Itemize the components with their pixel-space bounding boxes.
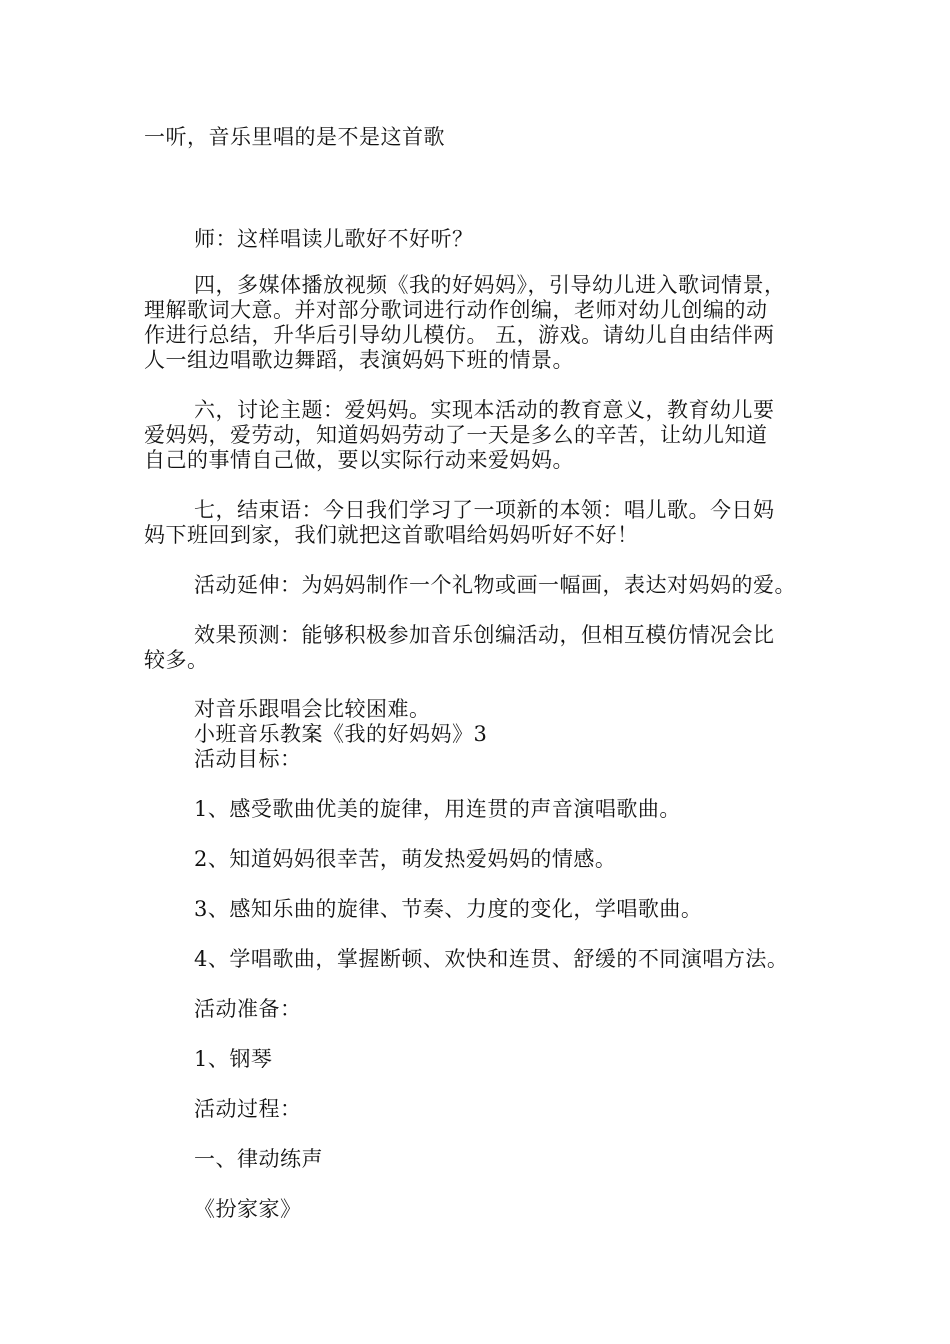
- text-line: 1、钢琴: [194, 1047, 273, 1071]
- text-line: 理解歌词大意。并对部分歌词进行动作创编，老师对幼儿创编的动: [144, 298, 768, 322]
- text-line: 自己的事情自己做，要以实际行动来爱妈妈。: [144, 448, 574, 472]
- text-line: 3、感知乐曲的旋律、节奏、力度的变化，学唱歌曲。: [194, 897, 703, 921]
- text-line: 一、律动练声: [194, 1147, 323, 1171]
- text-line: 活动延伸：为妈妈制作一个礼物或画一幅画，表达对妈妈的爱。: [194, 573, 796, 597]
- text-line: 2、知道妈妈很幸苦，萌发热爱妈妈的情感。: [194, 847, 617, 871]
- text-line: 师：这样唱读儿歌好不好听？: [194, 227, 474, 251]
- text-line: 六，讨论主题：爱妈妈。实现本活动的教育意义，教育幼儿要: [194, 398, 775, 422]
- text-line: 《扮家家》: [194, 1197, 302, 1221]
- text-line: 1、感受歌曲优美的旋律，用连贯的声音演唱歌曲。: [194, 797, 681, 821]
- text-line: 对音乐跟唱会比较困难。: [194, 697, 431, 721]
- text-line: 4、学唱歌曲，掌握断顿、欢快和连贯、舒缓的不同演唱方法。: [194, 947, 789, 971]
- text-line: 活动过程：: [194, 1097, 302, 1121]
- text-line: 爱妈妈，爱劳动，知道妈妈劳动了一天是多么的辛苦，让幼儿知道: [144, 423, 768, 447]
- text-line: 较多。: [144, 648, 209, 672]
- text-line: 活动准备：: [194, 997, 302, 1021]
- text-line: 人一组边唱歌边舞蹈，表演妈妈下班的情景。: [144, 348, 574, 372]
- text-line: 四，多媒体播放视频《我的好妈妈》，引导幼儿进入歌词情景，: [194, 273, 786, 297]
- text-line: 活动目标：: [194, 747, 302, 771]
- text-line: 一听，音乐里唱的是不是这首歌: [144, 125, 445, 149]
- text-line: 效果预测：能够积极参加音乐创编活动，但相互模仿情况会比: [194, 623, 775, 647]
- text-line: 小班音乐教案《我的好妈妈》3: [194, 722, 488, 746]
- text-line: 七，结束语：今日我们学习了一项新的本领：唱儿歌。今日妈: [194, 498, 775, 522]
- text-line: 作进行总结，升华后引导幼儿模仿。 五，游戏。请幼儿自由结伴两: [144, 323, 775, 347]
- text-line: 妈下班回到家，我们就把这首歌唱给妈妈听好不好！: [144, 523, 639, 547]
